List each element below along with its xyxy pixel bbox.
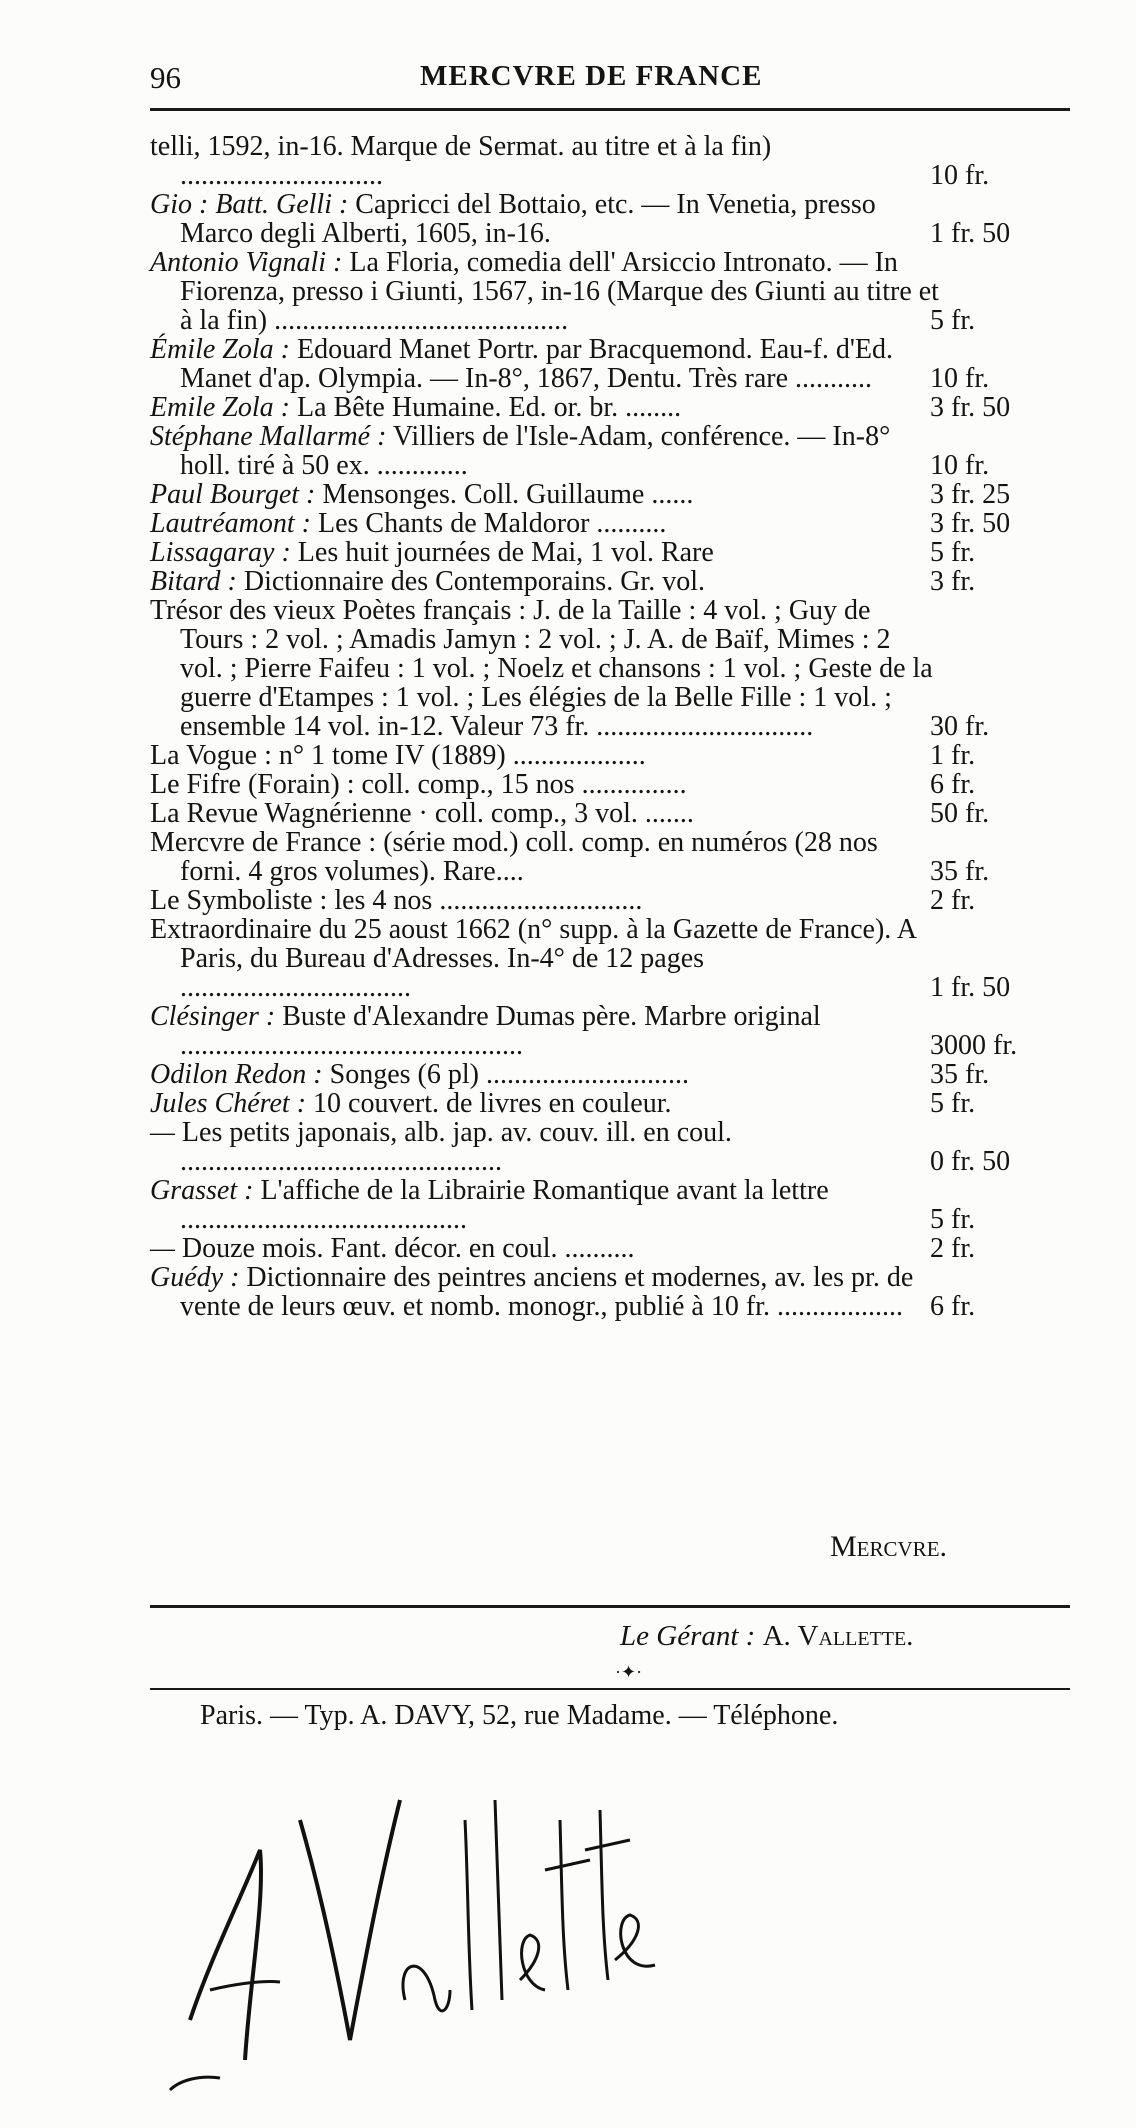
entry-price: 6 fr. bbox=[930, 769, 976, 800]
entry-author: Antonio Vignali : bbox=[150, 247, 343, 278]
entry-price: 3000 fr. bbox=[930, 1030, 1018, 1061]
listing-entry bbox=[150, 799, 1080, 828]
listing-entry bbox=[150, 1089, 1080, 1118]
entry-text: Le Symboliste : les 4 nos ............................. bbox=[150, 885, 643, 916]
entry-price: 3 fr. bbox=[930, 566, 976, 597]
listing-entry bbox=[150, 1060, 1080, 1089]
entry-author: Guédy : bbox=[150, 1262, 240, 1293]
entry-author: Bitard : bbox=[150, 566, 237, 597]
listing-entry bbox=[150, 596, 1080, 741]
entry-author: Paul Bourget : bbox=[150, 479, 316, 510]
entry-text: Dictionnaire des peintres anciens et modernes, av. les pr. de vente de leurs œuv. et nomb. monogr., publié à 10 fr. .................. bbox=[180, 1262, 914, 1322]
entry-description bbox=[150, 567, 940, 596]
entry-description bbox=[150, 1118, 940, 1176]
printer-rule bbox=[150, 1688, 1070, 1690]
listing-entry bbox=[150, 335, 1080, 393]
entry-text: Les petits japonais, alb. jap. av. couv. ill. en coul. .............................................. bbox=[180, 1117, 732, 1177]
listing-entry bbox=[150, 1118, 1080, 1176]
entry-description bbox=[150, 1234, 940, 1263]
listing-entry bbox=[150, 1234, 1080, 1263]
entry-text: Les Chants de Maldoror .......... bbox=[318, 508, 667, 539]
entry-description bbox=[150, 799, 940, 828]
entry-text: Douze mois. Fant. décor. en coul. .......... bbox=[181, 1233, 635, 1264]
handwritten-signature bbox=[150, 1760, 670, 2110]
entry-description bbox=[150, 1060, 940, 1089]
entry-text: Capricci del Bottaio, etc. — In Venetia, presso Marco degli Alberti, 1605, in-16. bbox=[180, 189, 876, 249]
listing-entry bbox=[150, 538, 1080, 567]
entry-price: 10 fr. bbox=[930, 363, 990, 394]
entry-price: 1 fr. bbox=[930, 740, 976, 771]
entry-author: Gio : Batt. Gelli : bbox=[150, 189, 349, 220]
entry-text: Mercvre de France : (série mod.) coll. comp. en numéros (28 nos forni. 4 gros volumes). Rare.... bbox=[150, 827, 878, 887]
entry-price: 0 fr. 50 bbox=[930, 1146, 1011, 1177]
entry-text: Edouard Manet Portr. par Bracquemond. Eau-f. d'Ed. Manet d'ap. Olympia. — In-8°, 1867, Dentu. Très rare ........... bbox=[180, 334, 893, 394]
entry-author: Emile Zola : bbox=[150, 392, 290, 423]
listing-entry bbox=[150, 393, 1080, 422]
entry-author: Odilon Redon : bbox=[150, 1059, 323, 1090]
listing-entry bbox=[150, 422, 1080, 480]
entry-description bbox=[150, 248, 940, 335]
entry-author: Lissagaray : bbox=[150, 537, 291, 568]
entry-description bbox=[150, 770, 940, 799]
journal-title: MERCVRE DE FRANCE bbox=[420, 60, 763, 92]
signoff: Mercvre. bbox=[830, 1530, 948, 1563]
manager-line bbox=[620, 1620, 913, 1653]
entry-text: Villiers de l'Isle-Adam, conférence. — In-8° holl. tiré à 50 ex. ............. bbox=[180, 421, 891, 481]
entry-author: Stéphane Mallarmé : bbox=[150, 421, 387, 452]
entry-description bbox=[150, 596, 940, 741]
entry-description bbox=[150, 393, 940, 422]
entry-author: Lautréamont : bbox=[150, 508, 311, 539]
listing-entry bbox=[150, 770, 1080, 799]
entry-description bbox=[150, 886, 940, 915]
entry-description bbox=[150, 335, 940, 393]
page-number: 96 bbox=[150, 60, 181, 95]
entry-author: — bbox=[150, 1117, 175, 1148]
entry-text: Buste d'Alexandre Dumas père. Marbre original ................................................. bbox=[180, 1001, 821, 1061]
manager-name: A. Vallette. bbox=[762, 1620, 914, 1652]
entry-price: 1 fr. 50 bbox=[930, 972, 1011, 1003]
listing-entry bbox=[150, 567, 1080, 596]
sale-listing bbox=[150, 132, 1080, 1321]
entry-text: telli, 1592, in-16. Marque de Sermat. au titre et à la fin) ............................. bbox=[150, 131, 772, 191]
page-header bbox=[150, 56, 1070, 106]
listing-entry bbox=[150, 1263, 1080, 1321]
entry-text: Dictionnaire des Contemporains. Gr. vol. bbox=[243, 566, 705, 597]
entry-author: Émile Zola : bbox=[150, 334, 290, 365]
listing-entry bbox=[150, 915, 1080, 1002]
entry-price: 5 fr. bbox=[930, 537, 976, 568]
entry-description bbox=[150, 1089, 940, 1118]
entry-text: L'affiche de la Librairie Romantique avant la lettre ......................................... bbox=[180, 1175, 829, 1235]
listing-entry bbox=[150, 509, 1080, 538]
listing-entry bbox=[150, 886, 1080, 915]
entry-author: — bbox=[150, 1233, 175, 1264]
entry-description bbox=[150, 480, 940, 509]
entry-description bbox=[150, 190, 940, 248]
entry-description bbox=[150, 828, 940, 886]
entry-description bbox=[150, 1263, 940, 1321]
entry-price: 6 fr. bbox=[930, 1291, 976, 1322]
listing-entry bbox=[150, 248, 1080, 335]
listing-entry bbox=[150, 828, 1080, 886]
entry-price: 5 fr. bbox=[930, 1204, 976, 1235]
entry-description bbox=[150, 1002, 940, 1060]
entry-author: Clésinger : bbox=[150, 1001, 276, 1032]
entry-text: La Floria, comedia dell' Arsiccio Intronato. — In Fiorenza, presso i Giunti, 1567, in-16 (Marque des Giunti au titre et à la fin) .......................................... bbox=[180, 247, 939, 336]
entry-text: Extraordinaire du 25 aoust 1662 (n° supp. à la Gazette de France). A Paris, du Bureau d'Adresses. In-4° de 12 pages ................................. bbox=[150, 914, 916, 1003]
entry-price: 1 fr. 50 bbox=[930, 218, 1011, 249]
entry-price: 10 fr. bbox=[930, 160, 990, 191]
entry-description bbox=[150, 741, 940, 770]
listing-entry bbox=[150, 132, 1080, 190]
entry-text: Trésor des vieux Poètes français : J. de la Taille : 4 vol. ; Guy de Tours : 2 vol. ; Amadis Jamyn : 2 vol. ; J. A. de Baïf, Mimes : 2 vol. ; Pierre Faifeu : 1 vol. ; Noelz et chansons : 1 vol. ; Geste de la guerre d'Etampes : 1 vol. ; Les élégies de la Belle Fille : 1 vol. ; ensemble 14 vol. in-12. Valeur 73 fr. ............................... bbox=[150, 595, 933, 742]
entry-price: 2 fr. bbox=[930, 1233, 976, 1264]
entry-price: 10 fr. bbox=[930, 450, 990, 481]
entry-author: Grasset : bbox=[150, 1175, 254, 1206]
entry-text: Le Fifre (Forain) : coll. comp., 15 nos ............... bbox=[150, 769, 687, 800]
entry-price: 35 fr. bbox=[930, 1059, 990, 1090]
entry-description bbox=[150, 509, 940, 538]
entry-price: 30 fr. bbox=[930, 711, 990, 742]
entry-text: Songes (6 pl) ............................. bbox=[329, 1059, 689, 1090]
manager-label: Le Gérant : bbox=[620, 1620, 756, 1652]
entry-description bbox=[150, 915, 940, 1002]
closing-rule bbox=[150, 1605, 1070, 1608]
entry-price: 5 fr. bbox=[930, 305, 976, 336]
entry-text: La Revue Wagnérienne · coll. comp., 3 vol. ....... bbox=[150, 798, 694, 829]
entry-text: 10 couvert. de livres en couleur. bbox=[313, 1088, 672, 1119]
entry-price: 50 fr. bbox=[930, 798, 990, 829]
entry-text: La Vogue : n° 1 tome IV (1889) ................... bbox=[150, 740, 646, 771]
listing-entry bbox=[150, 741, 1080, 770]
entry-description bbox=[150, 538, 940, 567]
entry-description bbox=[150, 132, 940, 190]
listing-entry bbox=[150, 480, 1080, 509]
entry-description bbox=[150, 422, 940, 480]
entry-text: Les huit journées de Mai, 1 vol. Rare bbox=[297, 537, 714, 568]
entry-price: 3 fr. 50 bbox=[930, 392, 1011, 423]
listing-entry bbox=[150, 1176, 1080, 1234]
entry-price: 35 fr. bbox=[930, 856, 990, 887]
entry-price: 3 fr. 50 bbox=[930, 508, 1011, 539]
listing-entry bbox=[150, 1002, 1080, 1060]
entry-text: La Bête Humaine. Ed. or. br. ........ bbox=[297, 392, 682, 423]
entry-price: 5 fr. bbox=[930, 1088, 976, 1119]
entry-text: Mensonges. Coll. Guillaume ...... bbox=[322, 479, 694, 510]
entry-price: 3 fr. 25 bbox=[930, 479, 1011, 510]
entry-description bbox=[150, 1176, 940, 1234]
listing-entry bbox=[150, 190, 1080, 248]
printer-imprint: Paris. — Typ. A. DAVY, 52, rue Madame. — Téléphone. bbox=[200, 1700, 839, 1731]
header-rule bbox=[150, 108, 1070, 111]
entry-author: Jules Chéret : bbox=[150, 1088, 307, 1119]
ornament: ·✦· bbox=[615, 1662, 643, 1682]
entry-price: 2 fr. bbox=[930, 885, 976, 916]
